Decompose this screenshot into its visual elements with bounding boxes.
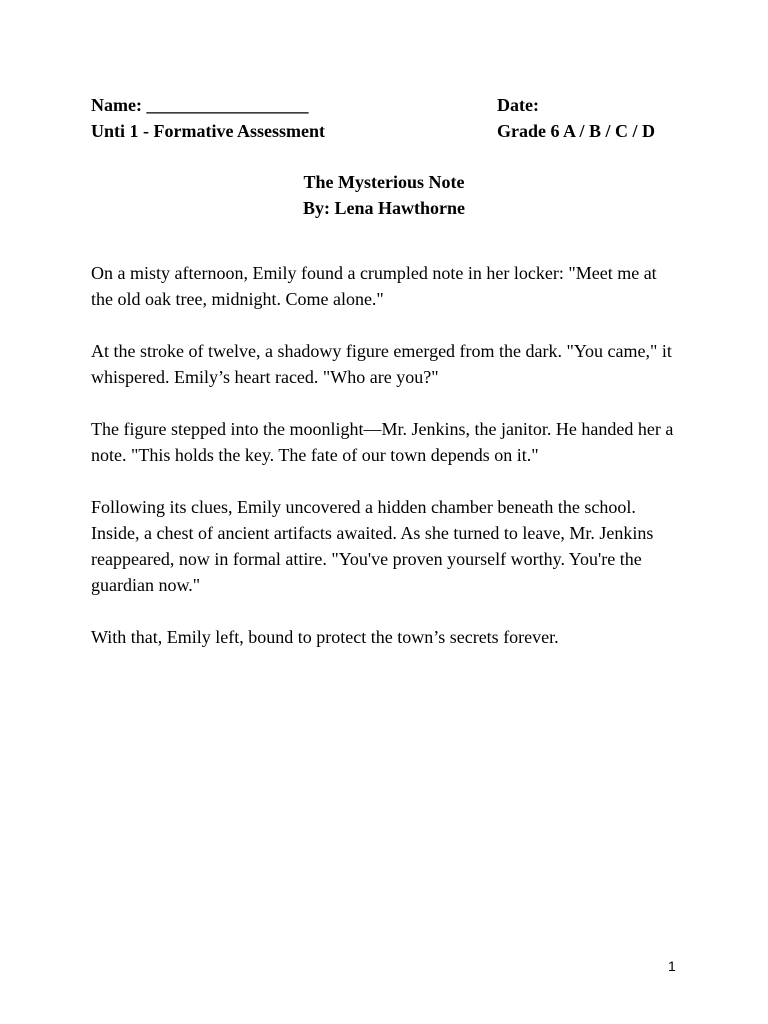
story-body	[91, 260, 681, 676]
story-paragraph: The figure stepped into the moonlight—Mr. Jenkins, the janitor. He handed her a note. "This holds the key. The fate of our town depends on it."	[91, 419, 674, 465]
header-row-assessment-grade	[91, 118, 681, 144]
story-byline: By: Lena Hawthorne	[303, 198, 465, 218]
story-paragraph: With that, Emily left, bound to protect the town’s secrets forever.	[91, 627, 559, 647]
assessment-label: Unti 1 - Formative Assessment	[91, 121, 325, 141]
page-number: 1	[668, 958, 676, 974]
name-field-label: Name: __________________	[91, 95, 309, 115]
header-row-name-date	[91, 92, 681, 118]
story-paragraph: Following its clues, Emily uncovered a hidden chamber beneath the school. Inside, a chest of ancient artifacts awaited. As she turned to leave, Mr. Jenkins reappeared, now in formal attire. "You've proven yourself worthy. You're the guardian now."	[91, 497, 654, 595]
story-title: The Mysterious Note	[303, 172, 465, 192]
date-field-label: Date:	[497, 95, 539, 115]
story-paragraph: On a misty afternoon, Emily found a crumpled note in her locker: "Meet me at the old oak tree, midnight. Come alone."	[91, 263, 657, 309]
worksheet-header	[91, 92, 681, 144]
grade-label: Grade 6 A / B / C / D	[497, 121, 656, 141]
story-paragraph: At the stroke of twelve, a shadowy figure emerged from the dark. "You came," it whispered. Emily’s heart raced. "Who are you?"	[91, 341, 672, 387]
story-title-block	[0, 169, 768, 221]
